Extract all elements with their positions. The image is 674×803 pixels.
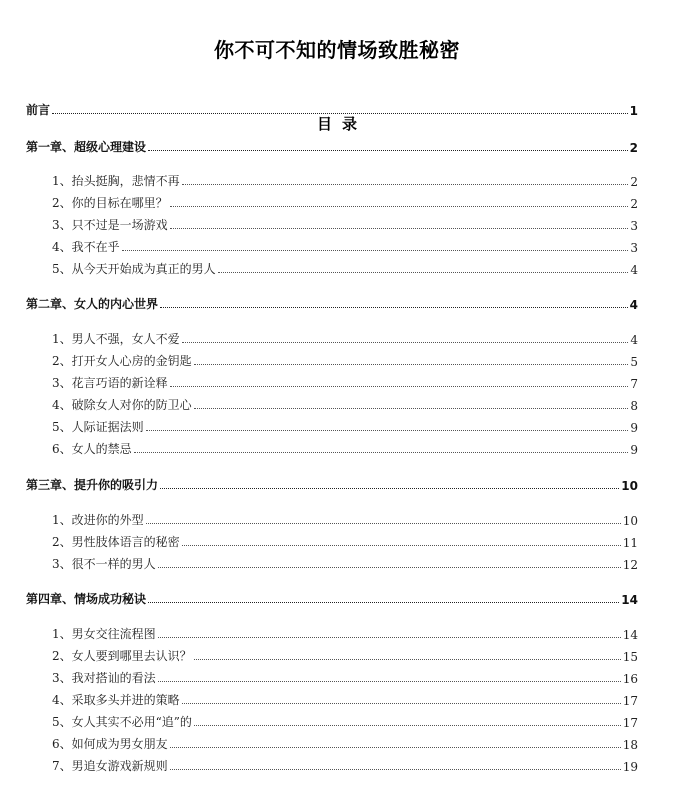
toc-item[interactable]: 1、改进你的外型 10 [52,513,638,528]
toc-entry-label: 第四章、情场成功秘诀 [26,592,147,606]
toc-item[interactable]: 6、女人的禁忌 9 [52,442,638,457]
toc-chapter-2[interactable] [26,294,638,312]
toc-item[interactable]: 3、很不一样的男人 12 [52,557,638,572]
toc-entry-label: 前言 [26,103,51,117]
toc-chapter-4[interactable] [26,589,638,607]
toc-entry-page: 1 [629,104,638,118]
toc-item[interactable]: 5、女人其实不必用“追”的 17 [52,715,638,730]
toc-entry-page: 2 [629,141,638,155]
toc-item[interactable]: 5、从今天开始成为真正的男人 4 [52,262,638,277]
toc-item[interactable]: 4、采取多头并进的策略 17 [52,693,638,708]
toc-item[interactable]: 6、如何成为男女朋友 18 [52,737,638,752]
toc-item[interactable]: 4、我不在乎 3 [52,240,638,255]
toc-item[interactable]: 5、人际证据法则 9 [52,420,638,435]
toc-entry-page: 4 [629,298,638,312]
toc-entry-page: 14 [621,593,638,607]
document-title: 你不可不知的情场致胜秘密 [214,38,460,62]
toc-item[interactable]: 2、打开女人心房的金钥匙 5 [52,354,638,369]
toc-chapter-1[interactable] [26,137,638,155]
toc-item[interactable]: 2、女人要到哪里去认识？ 15 [52,649,638,664]
toc-item[interactable]: 7、男追女游戏新规则 19 [52,759,638,774]
toc-entry-label: 第三章、提升你的吸引力 [26,478,159,492]
toc-chapter-3[interactable] [26,475,638,493]
toc-item[interactable]: 1、抬头挺胸，悲情不再 2 [52,174,638,189]
toc-item[interactable]: 3、只不过是一场游戏 3 [52,218,638,233]
toc-item[interactable]: 2、你的目标在哪里？ 2 [52,196,638,211]
toc-item[interactable]: 2、男性肢体语言的秘密 11 [52,535,638,550]
toc-item[interactable]: 3、我对搭讪的看法 16 [52,671,638,686]
toc-item[interactable]: 4、破除女人对你的防卫心 8 [52,398,638,413]
toc-entry-label: 第二章、女人的内心世界 [26,297,159,311]
toc-item[interactable]: 1、男人不强，女人不爱 4 [52,332,638,347]
toc-heading: 目 录 [316,115,358,133]
dot-leader [160,306,628,308]
toc-entry-label: 第一章、超级心理建设 [26,140,147,154]
toc-entry-page: 10 [621,479,638,493]
dot-leader [148,149,628,151]
dot-leader [160,487,619,489]
toc-item[interactable]: 3、花言巧语的新诠释 7 [52,376,638,391]
toc-item[interactable]: 1、男女交往流程图 14 [52,627,638,642]
dot-leader [148,601,619,603]
